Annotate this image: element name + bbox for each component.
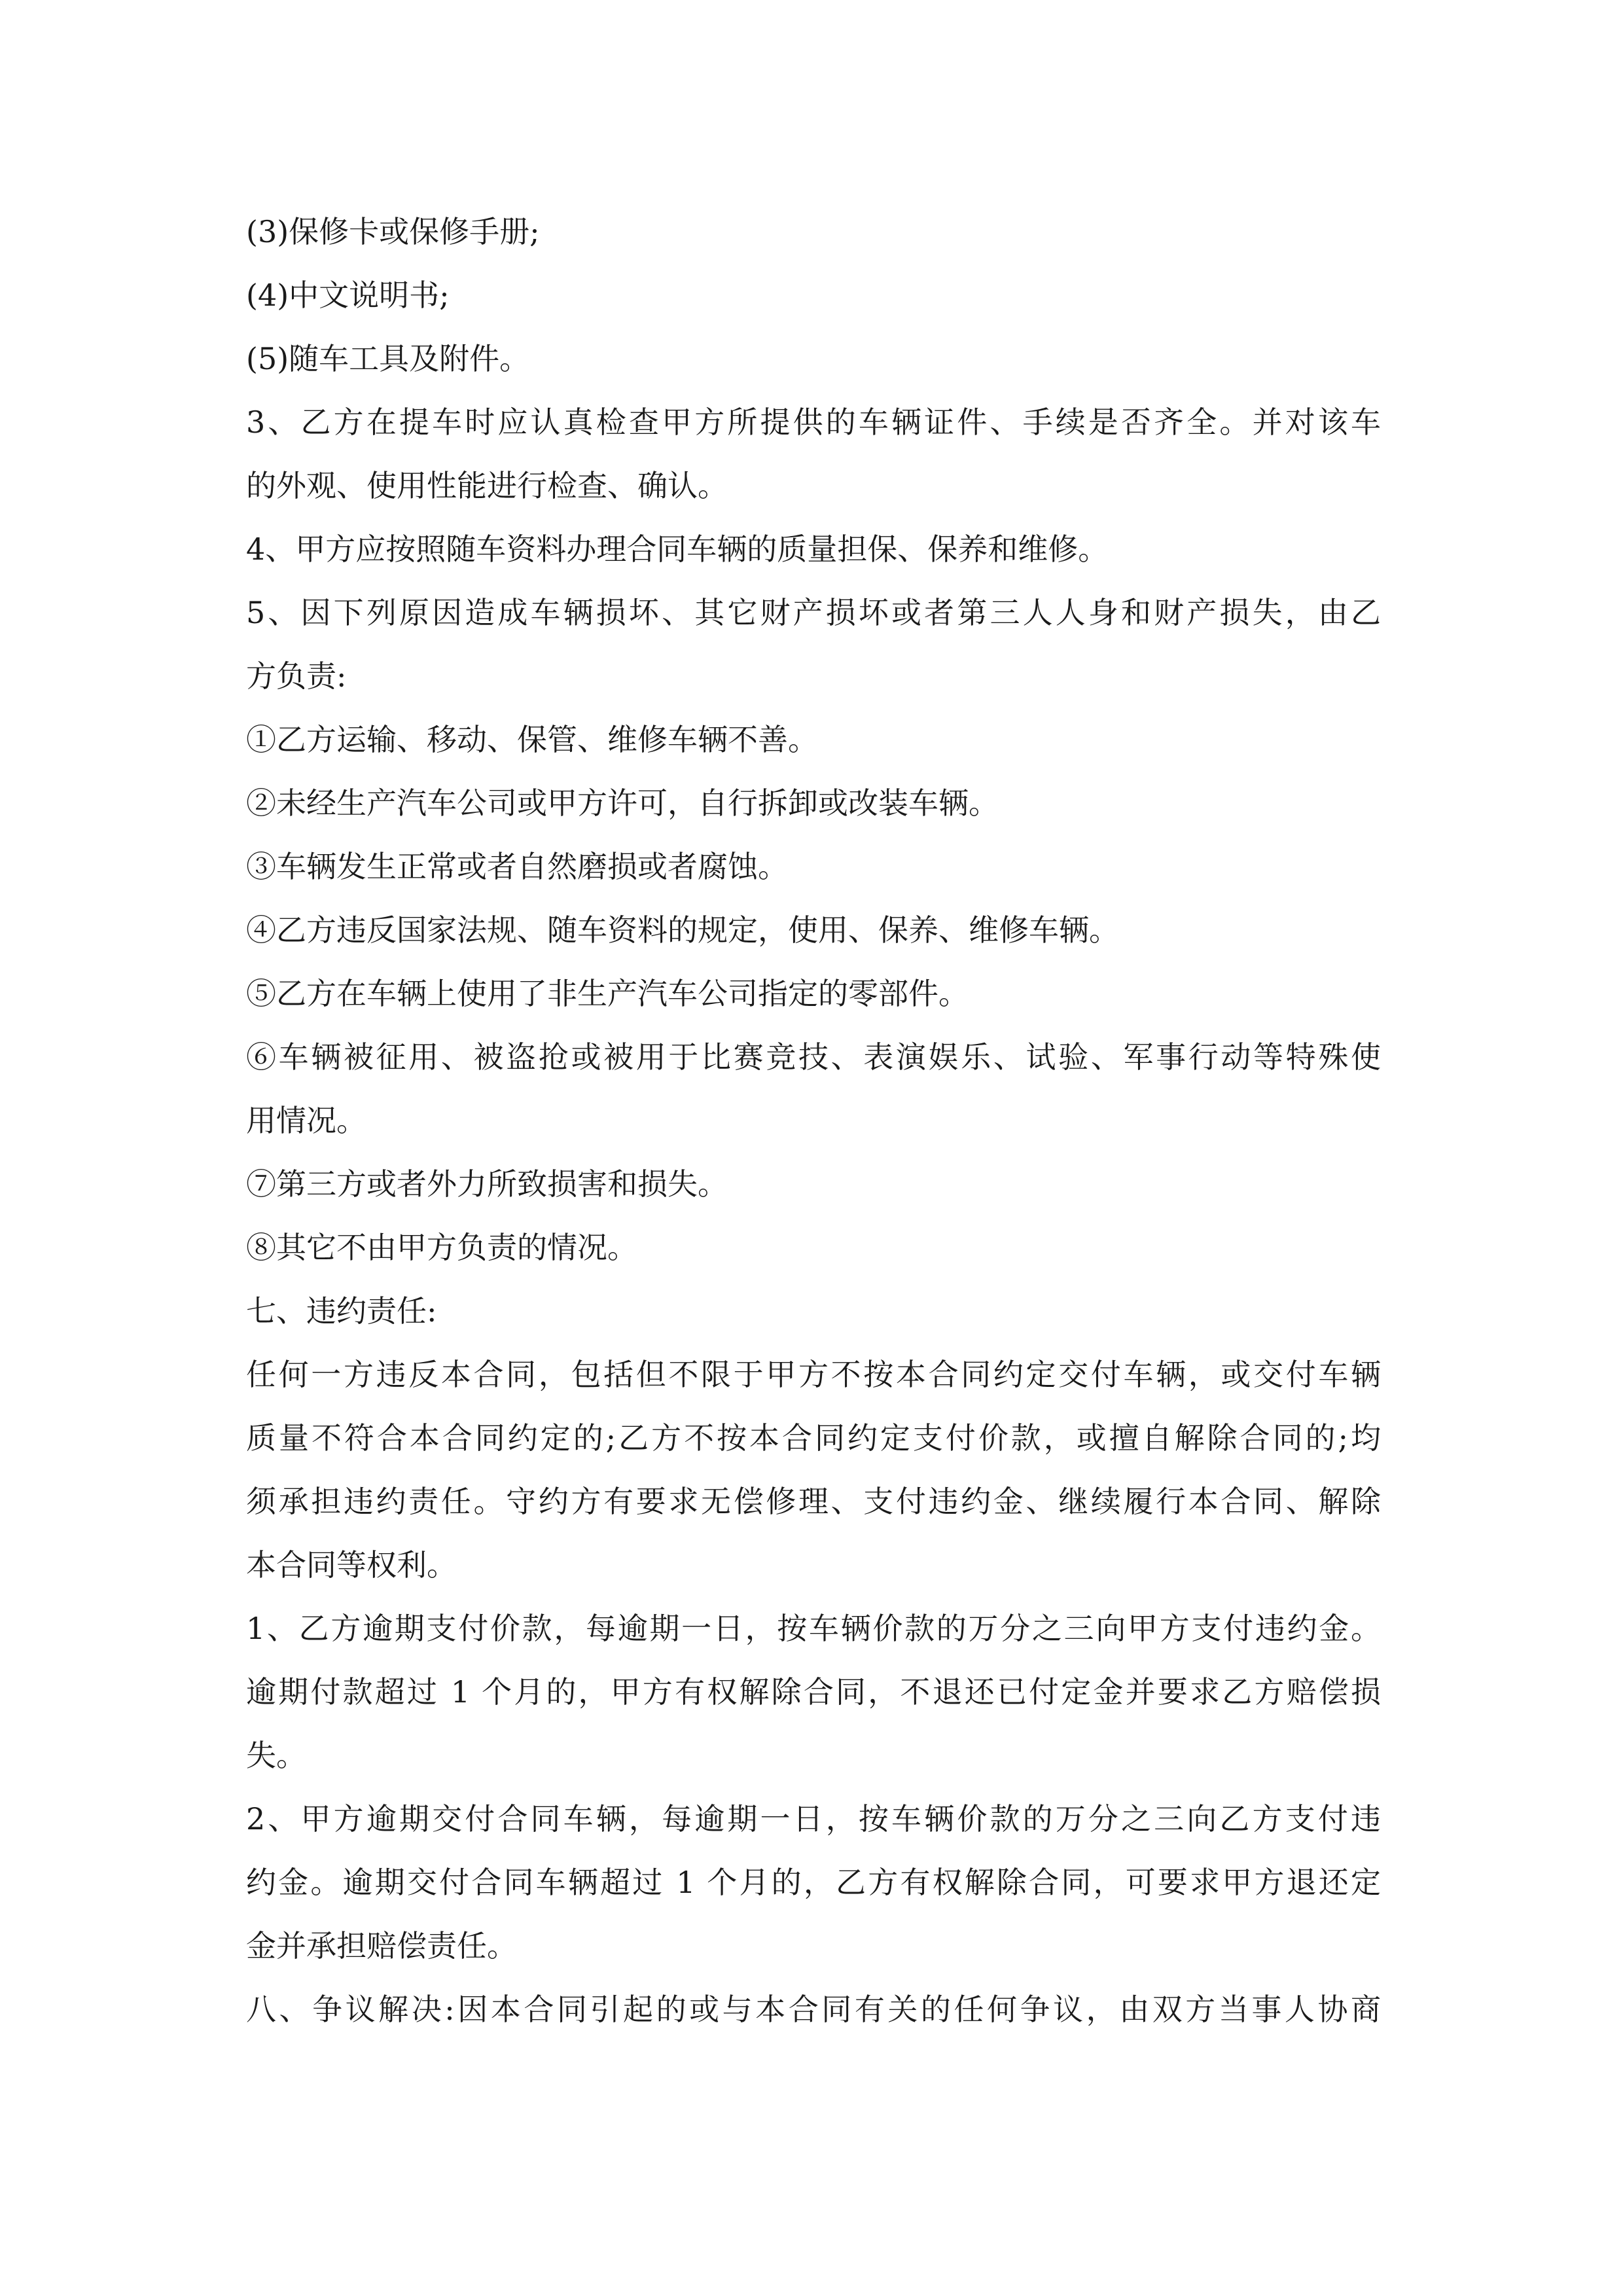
liability-item-3: ③车辆发生正常或者自然磨损或者腐蚀。: [246, 849, 788, 884]
breach-paragraph-line-4: 本合同等权利。: [246, 1547, 457, 1583]
section-heading-dispute: 八、争议解决:因本合同引起的或与本合同有关的任何争议，由双方当事人协商: [246, 1992, 1381, 2027]
clause-3-line-1: 3、乙方在提车时应认真检查甲方所提供的车辆证件、手续是否齐全。并对该车: [246, 404, 1381, 440]
breach-paragraph-line-2: 质量不符合本合同约定的;乙方不按本合同约定支付价款，或擅自解除合同的;均: [246, 1420, 1381, 1456]
clause-5-line-1: 5、因下列原因造成车辆损坏、其它财产损坏或者第三人人身和财产损失，由乙: [246, 595, 1381, 630]
clause-4: 4、甲方应按照随车资料办理合同车辆的质量担保、保养和维修。: [246, 531, 1109, 567]
breach-clause-2-line-3: 金并承担赔偿责任。: [246, 1928, 517, 1964]
liability-item-5: ⑤乙方在车辆上使用了非生产汽车公司指定的零部件。: [246, 976, 969, 1011]
section-heading-breach: 七、违约责任:: [246, 1293, 437, 1329]
breach-clause-2-line-1: 2、甲方逾期交付合同车辆，每逾期一日，按车辆价款的万分之三向乙方支付违: [246, 1801, 1381, 1837]
liability-item-2: ②未经生产汽车公司或甲方许可，自行拆卸或改装车辆。: [246, 785, 999, 821]
liability-item-4: ④乙方违反国家法规、随车资料的规定，使用、保养、维修车辆。: [246, 912, 1119, 948]
breach-clause-1-line-1: 1、乙方逾期支付价款，每逾期一日，按车辆价款的万分之三向甲方支付违约金。: [246, 1611, 1381, 1646]
liability-item-7: ⑦第三方或者外力所致损害和损失。: [246, 1166, 728, 1202]
breach-paragraph-line-1: 任何一方违反本合同，包括但不限于甲方不按本合同约定交付车辆，或交付车辆: [246, 1357, 1381, 1392]
liability-item-6-line-2: 用情况。: [246, 1103, 366, 1138]
list-item-warranty-card: (3)保修卡或保修手册;: [246, 214, 540, 249]
breach-paragraph-line-3: 须承担违约责任。守约方有要求无偿修理、支付违约金、继续履行本合同、解除: [246, 1484, 1381, 1519]
breach-clause-1-line-2: 逾期付款超过 1 个月的，甲方有权解除合同，不退还已付定金并要求乙方赔偿损: [246, 1674, 1381, 1710]
liability-item-6-line-1: ⑥车辆被征用、被盗抢或被用于比赛竞技、表演娱乐、试验、军事行动等特殊使: [246, 1039, 1381, 1075]
document-body: [246, 200, 1381, 2041]
breach-clause-2-line-2: 约金。逾期交付合同车辆超过 1 个月的，乙方有权解除合同，可要求甲方退还定: [246, 1865, 1381, 1900]
clause-5-line-2: 方负责:: [246, 658, 347, 694]
breach-clause-1-line-3: 失。: [246, 1738, 306, 1773]
liability-item-1: ①乙方运输、移动、保管、维修车辆不善。: [246, 722, 818, 757]
liability-item-8: ⑧其它不由甲方负责的情况。: [246, 1230, 637, 1265]
list-item-tools: (5)随车工具及附件。: [246, 341, 530, 376]
list-item-manual: (4)中文说明书;: [246, 278, 450, 313]
clause-3-line-2: 的外观、使用性能进行检查、确认。: [246, 468, 728, 503]
